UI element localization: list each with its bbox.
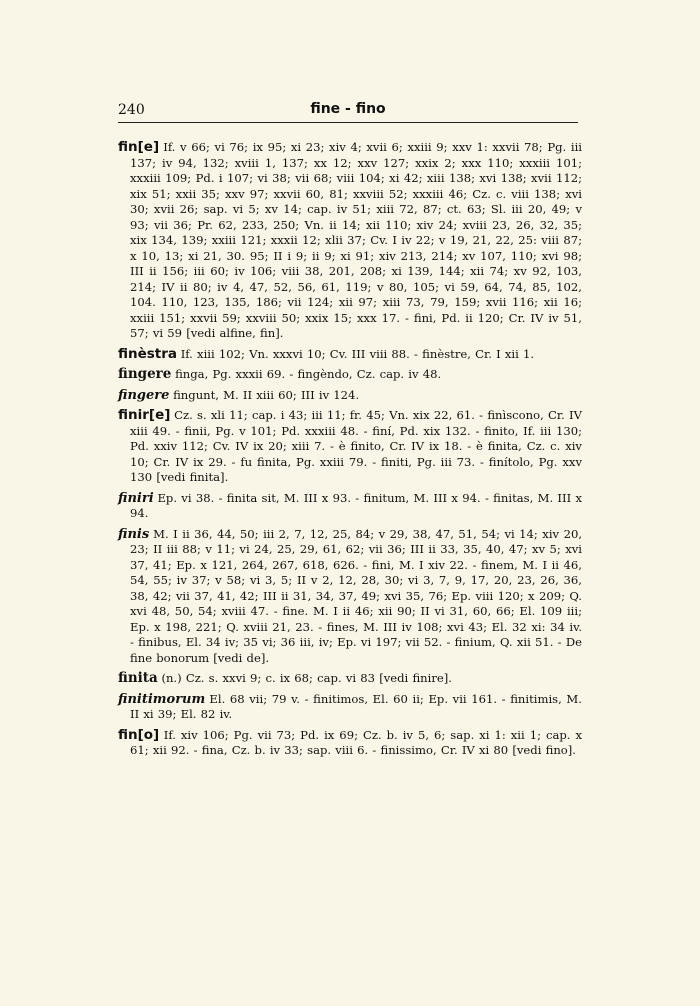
entry-finis — [118, 527, 582, 667]
entry-text: Ep. vi 38. - finita sit, M. III x 93. - finitum, M. III x 94. - finitas, M. III x 94. — [130, 490, 582, 520]
entry-headword: finir[e] — [118, 407, 171, 423]
entry-finiri — [118, 491, 582, 522]
entry-headword: finita — [118, 670, 158, 686]
entry-headword: fingere — [118, 366, 172, 382]
entry-finita — [118, 671, 582, 687]
entry-text: (n.) Cz. s. xxvi 9; c. ix 68; cap. vi 83 [vedi finire]. — [161, 671, 452, 685]
entry-headword: finis — [118, 526, 150, 542]
entry-headword: finitimorum — [118, 691, 206, 707]
entry-headword: fin[e] — [118, 139, 160, 155]
page-number: 240 — [118, 102, 145, 118]
entry-fingere — [118, 367, 582, 383]
entry-fine — [118, 140, 582, 342]
entry-headword: finèstra — [118, 345, 178, 362]
entry-fingere-latin — [118, 388, 582, 404]
entry-finitimorum — [118, 692, 582, 723]
page-header — [118, 100, 578, 123]
running-head: fine - fino — [310, 101, 386, 117]
entry-headword: fingere — [118, 387, 170, 403]
entry-text: El. 68 vii; 79 v. - finitimos, El. 60 ii; Ep. vii 161. - finitimis, M. II xi 39; El. 82 iv. — [130, 691, 582, 721]
entry-text: M. I ii 36, 44, 50; iii 2, 7, 12, 25, 84; v 29, 38, 47, 51, 54; vi 14; xiv 20, 23; II iii 88; v 11; vi 24, 25, 29, 61, 62; vii 36; III ii 33, 35, 40, 47; xv 5; xvi 37, 41; Ep. x 121, 264, 267, 618, 626. - fini, M. I xiv 22. - finem, M. I ii 46, 54, 55; iv 37; v 58; vi 3, 5; II v 2, 12, 28, 30; vi 3, 7, 9, 17, 20, 23, 26, 36, 38, 42; vii 37, 41, 42; III ii 31, 34, 37, 49; xvi 35, 76; Ep. viii 120; x 209; Q. xvi 48, 50, 54; xviii 47. - fine. M. I ii 46; xii 90; II vi 31, 60, 66; El. 109 iii; Ep. x 198, 221; Q. xviii 21, 23. - fines, M. III iv 108; xvi 43; El. 32 xi: 34 iv. - finibus, El. 34 iv; 35 vi; 36 iii, iv; Ep. vi 197; vii 52. - finium, Q. xii 51. - De fine bonorum [vedi de]. — [130, 526, 583, 665]
entry-finestra — [118, 347, 582, 363]
entry-headword: finiri — [118, 490, 154, 506]
entry-list — [118, 140, 582, 764]
entry-text: Cz. s. xli 11; cap. i 43; iii 11; fr. 45; Vn. xix 22, 61. - finìscono, Cr. IV xiii 49. - finii, Pg. v 101; Pd. xxxiii 48. - finí, Pd. xix 132. - finito, If. iii 130; Pd. xxiv 112; Cv. IV ix 20; xiii 7. - è finito, Cr. IV ix 18. - è finita, Cz. c. xiv 10; Cr. IV ix 29. - fu finita, Pg. xxiii 79. - finiti, Pg. iii 73. - finítolo, Pg. xxv 130 [vedi finita]. — [130, 408, 583, 484]
entry-headword: fin[o] — [118, 726, 160, 743]
entry-text: If. v 66; vi 76; ix 95; xi 23; xiv 4; xvii 6; xxiii 9; xxv 1: xxvii 78; Pg. iii 137; iv 94, 132; xviii 1, 137; xx 12; xxv 127; xxix 2; xxx 110; xxxiii 101; xxxiii 109; Pd. i 107; vi 38; vii 68; viii 104; xi 42; xiii 138; xvi 138; xvii 112; xix 51; xxii 35; xxv 97; xxvii 60, 81; xxviii 52; xxxiii 46; Cz. c. viii 138; xvi 30; xvii 26; sap. vi 5; xv 14; cap. iv 51; xiii 72, 87; ct. 63; Sl. iii 20, 49; v 93; vii 36; Pr. 62, 233, 250; Vn. ii 14; xii 110; xiv 24; xviii 23, 26, 32, 35; xix 134, 139; xxiii 121; xxxii 12; xlii 37; Cv. I iv 22; v 19, 21, 22, 25: viii 87; x 10, 13; xi 21, 30. 95; II i 9; ii 9; xi 91; xiv 213, 214; xv 107, 110; xvi 98; III ii 156; iii 60; iv 106; viii 38, 201, 208; xi 139, 144; xii 74; xv 92, 103, 214; IV ii 80; iv 4, 47, 52, 56, 61, 119; v 80, 105; vi 59, 64, 74, 85, 102, 104. 110, 123, 135, 186; vii 124; xii 97; xiii 73, 79, 159; xvii 116; xii 16; xxiii 151; xxvii 59; xxviii 50; xxix 15; xxx 17. - fini, Pd. ii 120; Cr. IV iv 51, 57; vi 59 [vedi alfine, fin]. — [130, 140, 582, 340]
entry-text: If. xiii 102; Vn. xxxvi 10; Cv. III viii 88. - finèstre, Cr. I xii 1. — [180, 346, 535, 361]
entry-text: fingunt, M. II xiii 60; III iv 124. — [173, 387, 360, 402]
entry-text: If. xiv 106; Pg. vii 73; Pd. ix 69; Cz. b. iv 5, 6; sap. xi 1: xii 1; cap. x 61; xii 92. - fina, Cz. b. iv 33; sap. viii 6. - finissimo, Cr. IV xi 80 [vedi fino]. — [130, 727, 583, 757]
entry-text: finga, Pg. xxxii 69. - fingèndo, Cz. cap. iv 48. — [175, 367, 442, 381]
entry-fino — [118, 728, 582, 759]
entry-finire — [118, 408, 582, 486]
